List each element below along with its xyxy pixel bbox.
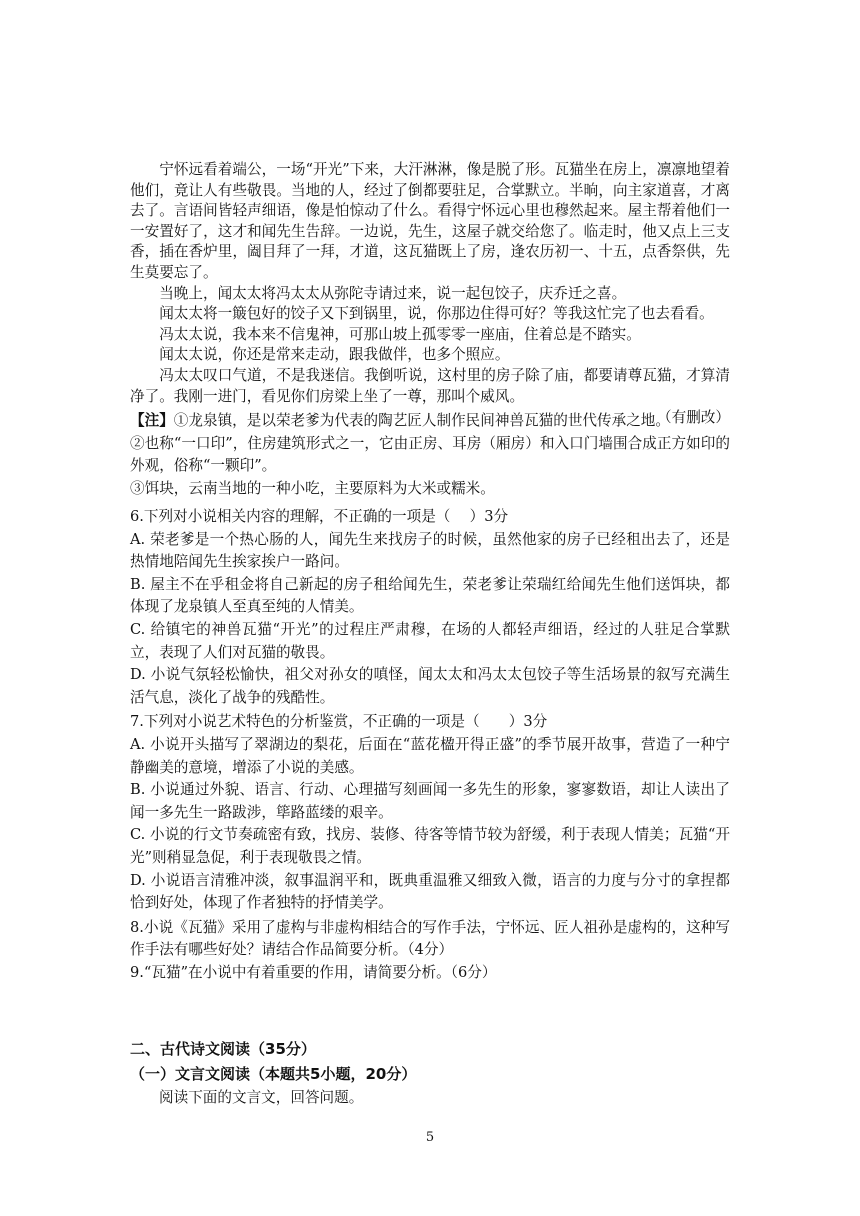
story-excerpt — [130, 160, 730, 429]
footnote-3: ③饵块，云南当地的一种小吃，主要原料为大米或糯米。 — [130, 479, 495, 497]
edit-credit: （有删改） — [657, 409, 730, 427]
question-6-option-d: D. 小说气氛轻松愉快，祖父对孙女的嗔怪，闻太太和冯太太包饺子等生活场景的叙写充满生活气息，淡化了战争的残酷性。 — [130, 666, 730, 706]
section-heading: 二、古代诗文阅读（35分） — [130, 1040, 316, 1058]
question-6-option-a: A. 荣老爹是一个热心肠的人，闻先生来找房子的时候，虽然他家的房子已经租出去了，还是热情地陪闻先生挨家挨户一路问。 — [130, 530, 730, 571]
reading-instruction: 阅读下面的文言文，回答问题。 — [159, 1089, 364, 1106]
footnote-1: 【注】①龙泉镇，是以荣老爹为代表的陶艺匠人制作民间神兽瓦猫的世代传承之地。 — [130, 412, 670, 429]
page-number: 5 — [425, 1130, 435, 1145]
story-paragraph: 宁怀远看着端公，一场“开光”下来，大汗淋淋，像是脱了形。瓦猫坐在房上，凛凛地望着他们，竟让人有些敬畏。当地的人，经过了倒都要驻足，合掌默立。半晌，向主家道喜，才离去了。言语间皆轻声细语，像是怕惊动了什么。看得宁怀远心里也穆然起来。屋主帮着他们一一安置好了，这才和闻先生告辞。一边说，先生，这屋子就交给您了。临走时，他又点上三支香，插在香炉里，阖目拜了一拜，才道，这瓦猫既上了房，逢农历初一、十五，点香祭供，先生莫要忘了。 — [130, 161, 730, 281]
question-7-option-c: C. 小说的行文节奏疏密有致，找房、装修、待客等情节较为舒缓，利于表现人情美；瓦猫“开光”则稍显急促，利于表现敬畏之情。 — [130, 826, 730, 866]
note-label: 【注】 — [130, 412, 174, 429]
story-paragraph: 闻太太说，你还是常来走动，跟我做伴，也多个照应。 — [159, 346, 510, 364]
question-7-option-d: D. 小说语言清雅冲淡，叙事温润平和，既典重温雅又细致入微，语言的力度与分寸的拿捏都恰到好处，体现了作者独特的抒情美学。 — [130, 871, 730, 912]
question-7-stem: 7.下列对小说艺术特色的分析鉴赏，不正确的一项是（ ）3分 — [130, 713, 548, 731]
questions — [130, 506, 730, 984]
subsection-heading: （一）文言文阅读（本题共5小题，20分） — [130, 1065, 417, 1083]
question-7-option-b: B. 小说通过外貌、语言、行动、心理描写刻画闻一多先生的形象，寥寥数语，却让人读出了闻一多先生一路跋涉，筚路蓝缕的艰辛。 — [130, 781, 730, 821]
question-9: 9.“瓦猫”在小说中有着重要的作用，请简要分析。（6分） — [130, 963, 497, 981]
story-paragraph: 当晚上，闻太太将冯太太从弥陀寺请过来，说一起包饺子，庆乔迁之喜。 — [159, 284, 627, 302]
story-paragraph: 冯太太叹口气道，不是我迷信。我倒听说，这村里的房子除了庙，都要请尊瓦猫，才算清净了。我刚一进门，看见你们房梁上坐了一尊，那叫个威风。 — [130, 366, 730, 405]
question-6-option-b: B. 屋主不在乎租金将自己新起的房子租给闻先生，荣老爹让荣瑞红给闻先生他们送饵块，都体现了龙泉镇人至真至纯的人情美。 — [130, 575, 730, 616]
story-paragraph: 闻太太将一簸包好的饺子又下到锅里，说，你那边住得可好？等我这忙完了也去看看。 — [159, 305, 714, 323]
footnotes — [130, 410, 730, 500]
story-paragraph: 冯太太说，我本来不信鬼神，可那山坡上孤零零一座庙，住着总是不踏实。 — [159, 325, 641, 343]
question-6-stem: 6.下列对小说相关内容的理解，不正确的一项是（ ）3分 — [130, 508, 509, 525]
question-7-option-a: A. 小说开头描写了翠湖边的梨花，后面在“蓝花楹开得正盛”的季节展开故事，营造了一种宁静幽美的意境，增添了小说的美感。 — [130, 735, 730, 776]
footnote-2: ②也称“一口印”，住房建筑形式之一，它由正房、耳房（厢房）和入口门墙围合成正方如印的外观，俗称“一颗印”。 — [130, 434, 730, 474]
question-6-option-c: C. 给镇宅的神兽瓦猫“开光”的过程庄严肃穆，在场的人都轻声细语，经过的人驻足合掌默立，表现了人们对瓦猫的敬畏。 — [130, 620, 730, 661]
question-8: 8.小说《瓦猫》采用了虚构与非虚构相结合的写作手法，宁怀远、匠人祖孙是虚构的，这种写作手法有哪些好处？请结合作品简要分析。（4分） — [130, 918, 730, 959]
